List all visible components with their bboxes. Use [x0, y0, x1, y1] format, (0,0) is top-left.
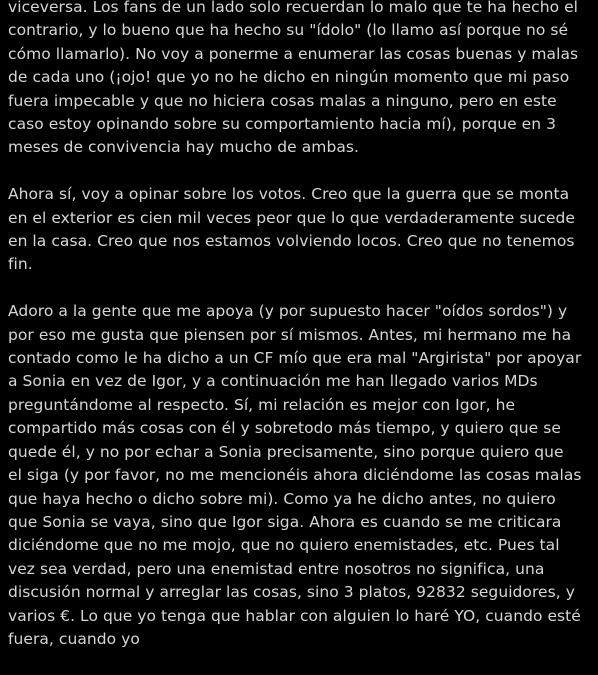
paragraph-3 — [8, 300, 596, 651]
paragraph-1 — [8, 0, 596, 160]
text-line: Adoro a la gente que me apoya (y por supuesto hacer "oídos sordos") y — [8, 302, 568, 321]
text-line: varios €. Lo que yo tenga que hablar con alguien lo haré YO, cuando esté — [8, 606, 581, 625]
text-line: contado como le ha dicho a un CF mío que era mal "Argirista" por apoyar — [8, 349, 582, 368]
text-line: a Sonia en vez de Igor, y a continuación me han llegado varios MDs — [8, 372, 538, 391]
text-line: fin. — [8, 255, 33, 274]
text-line: caso estoy opinando sobre su comportamiento hacia mí), porque en 3 — [8, 115, 557, 134]
document-body — [8, 0, 596, 675]
text-line: Ahora sí, voy a opinar sobre los votos. Creo que la guerra que se monta — [8, 185, 570, 204]
text-line: diciéndome que no me mojo, que no quiero enemistades, etc. Pues tal — [8, 536, 560, 555]
text-line: que haya hecho o dicho sobre mi). Como ya he dicho antes, no quiero — [8, 489, 556, 508]
paragraph-2 — [8, 183, 596, 277]
text-line: en el exterior es cien mil veces peor que lo que verdaderamente sucede — [8, 208, 575, 227]
text-line: fuera, cuando yo — [8, 629, 140, 648]
text-line: cómo llamarlo). No voy a ponerme a enumerar las cosas buenas y malas — [8, 44, 579, 63]
text-line: el siga (y por favor, no me mencionéis ahora diciéndome las cosas malas — [8, 466, 582, 485]
text-line: vez sea verdad, pero una enemistad entre nosotros no significa, una — [8, 559, 545, 578]
text-line: que Sonia se vaya, sino que Igor siga. Ahora es cuando se me criticara — [8, 512, 562, 531]
text-line: en la casa. Creo que nos estamos volviendo locos. Creo que no tenemos — [8, 232, 575, 251]
text-line: fuera impecable y que no hiciera cosas malas a ninguno, pero en este — [8, 91, 557, 110]
text-line: por eso me gusta que piensen por sí mismos. Antes, mi hermano me ha — [8, 325, 572, 344]
text-line: de cada uno (¡ojo! que yo no he dicho en ningún momento que mi paso — [8, 68, 570, 87]
text-line: compartido más cosas con él y sobretodo más tiempo, y quiero que se — [8, 419, 561, 438]
text-line: quede él, y no por echar a Sonia precisamente, sino porque quiero que — [8, 442, 564, 461]
text-line: preguntándome al respecto. Sí, mi relación es mejor con Igor, he — [8, 395, 516, 414]
text-line: viceversa. Los fans de un lado solo recuerdan lo malo que te ha hecho el — [8, 0, 579, 16]
text-line: contrario, y lo bueno que ha hecho su "ídolo" (lo llamo así porque no sé — [8, 21, 569, 40]
text-line: meses de convivencia hay mucho de ambas. — [8, 138, 359, 157]
text-line: discusión normal y arreglar las cosas, sino 3 platos, 92832 seguidores, y — [8, 583, 575, 602]
